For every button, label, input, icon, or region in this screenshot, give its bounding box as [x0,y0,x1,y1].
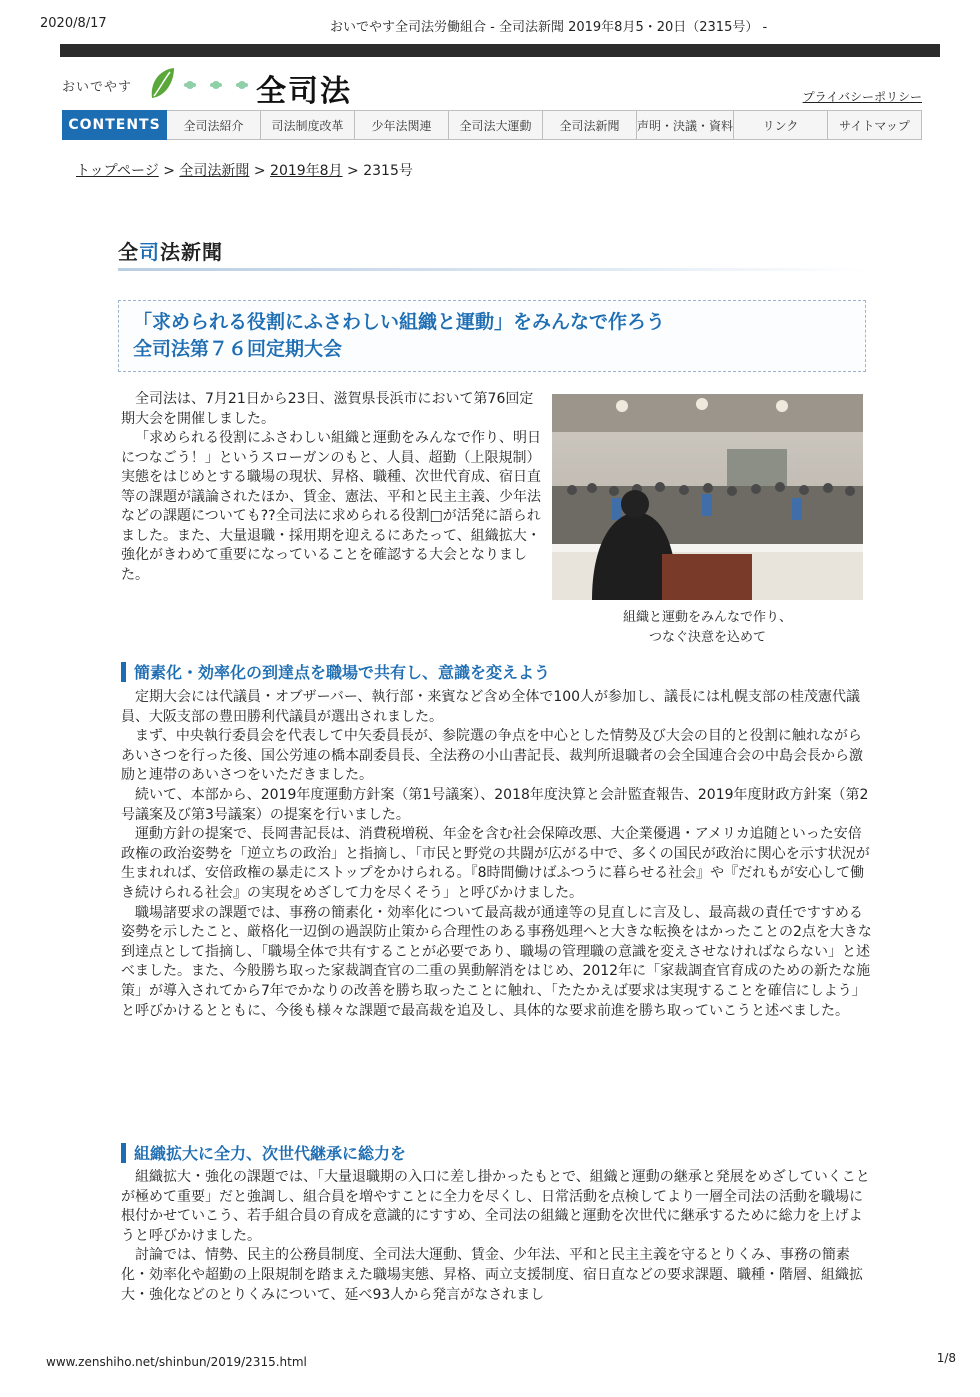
title-divider [118,268,868,271]
print-header [0,16,980,36]
caption-line-1: 組織と運動をみんなで作り、 [622,610,792,625]
nav-item-sitemap[interactable]: サイトマップ [828,110,922,140]
article-headline [133,309,665,363]
body-paragraph: 続いて、本部から、2019年度運動方針案（第1号議案）、2018年度決算と会計監査報告、2019年度財政方針案（第2号議案及び第3号議案）の提案を行いました。 [121,786,869,823]
page-title-accent: 司 [139,240,160,264]
print-date: 2020/8/17 [40,16,107,31]
section-heading-2-text: 組織拡大に全力、次世代継承に総力を [134,1144,407,1163]
main-nav [62,110,922,140]
headline-line-1: 「求められる役割にふさわしい組織と運動」をみんなで作ろう [133,311,666,333]
article-headline-box [118,300,866,372]
body-paragraph: 運動方針の提案で、長岡書記長は、消費税増税、年金を含む社会保障改悪、大企業優遇・アメリカ追随といった安倍政権の政治姿勢を「逆立ちの政治」と指摘し、「市民と野党の共闘が広がる中で、多くの国民が政治に関心を示す状況が生まれれば、安倍政権の暴走にストップをかけられる。『8時間働けばふつうに暮らせる社会』や『だれもが安心して働き続けられる社会』の実現をめざして力を尽くそう」と呼びかけました。 [121,826,870,901]
breadcrumb-separator: > [342,163,364,179]
body-paragraph: 定期大会には代議員・オブザーバー、執行部・来賓など含め全体で100人が参加し、議長には札幌支部の桂茂憲代議員、大阪支部の豊田勝利代議員が選出されました。 [121,689,861,725]
dots-icon [184,79,248,91]
privacy-policy-link[interactable]: プライバシーポリシー [802,90,922,104]
breadcrumb-newspaper[interactable]: 全司法新聞 [179,163,250,179]
intro-paragraph: 全司法は、7月21日から23日、滋賀県長浜市において第76回定期大会を開催しました。 [121,391,534,427]
article-intro [121,390,541,585]
nav-item-links[interactable]: リンク [734,110,828,140]
page-title-first: 全 [118,240,139,264]
nav-item-judicial-reform[interactable]: 司法制度改革 [261,110,355,140]
body-paragraph: 組織拡大・強化の課題では、「大量退職期の入口に差し掛かったもとで、組織と運動の継承と発展をめざしていくことが極めて重要」だと強調し、組合員を増やすことに全力を尽くし、日常活動を点検してより一層全司法の活動を職場に根付かせていこう、若手組合員の育成を意識的にすすめ、全司法の組織と運動を次世代に継承するために総力を上げようと呼びかけました。 [121,1169,870,1244]
body-paragraph: 職場諸要求の課題では、事務の簡素化・効率化について最高裁が通達等の見直しに言及し、最高裁の責任ですすめる姿勢を示したこと、厳格化一辺倒の過誤防止策から合理性のある事務処理へと大きな転換をはかったことの2点を大きな到達点として指摘し、「職場全体で共有することが必要であり、職場の管理職の意識を変えさせなければならない」と述べました。また、今般勝ち取った家裁調査官の二重の異動解消をはじめ、2012年に「家裁調査官育成のための新たな施策」が導入されてから7年でかなりの改善を勝ち取ったことに触れ、「たたかえば要求は実現することを確信にしよう」と呼びかけるとともに、今後も様々な課題で最高裁を追及し、具体的な要求前進を勝ち取っていこうと述べました。 [121,904,872,1019]
print-title: おいでやす全司法労働組合 - 全司法新聞 2019年8月5・20日（2315号） - [330,20,768,35]
breadcrumb-month[interactable]: 2019年8月 [270,163,343,179]
page-title [118,236,223,265]
heading-bar [121,1143,126,1163]
logo-tagline: おいでやす [62,80,133,95]
section-heading-2 [121,1141,406,1164]
nav-item-statements[interactable]: 声明・決議・資料 [637,110,734,140]
breadcrumb-separator: > [158,163,180,179]
intro-paragraph: 「求められる役割にふさわしい組織と運動をみんなで作り、明日につなごう！」というスローガンのもと、人員、超勤（上限規制）実態をはじめとする職場の現状、昇格、職種、次世代育成、宿日直等の課題が議論されたほか、賃金、憲法、平和と民主主義、少年法などの課題についても??全司法に求められる役割□が活発に語られました。また、大量退職・採用期を迎えるにあたって、組織拡大・強化がきわめて重要になっていることを確認する大会となりました。 [121,430,541,583]
section-2-body [121,1168,873,1305]
footer-page-number: 1/8 [936,1351,956,1365]
body-paragraph: まず、中央執行委員会を代表して中矢委員長が、参院選の争点を中心とした情勢及び大会の目的と役割に触れながらあいさつを行った後、国公労連の橋本副委員長、全法務の小山書記長、裁判所退職者の会全国連合会の中島会長から激励と連帯のあいさつをいただきました。 [121,728,863,784]
heading-bar [121,662,126,682]
photo-caption [552,608,863,648]
nav-item-juvenile-law[interactable]: 少年法関連 [355,110,449,140]
section-1-body [121,688,873,1021]
body-paragraph: 討論では、情勢、民主的公務員制度、全司法大運動、賃金、少年法、平和と民主主義を守るとりくみ、事務の簡素化・効率化や超勤の上限規制を踏まえた職場実態、昇格、両立支援制度、宿日直などの要求課題、職種・階層、組織拡大・強化などのとりくみについて、延べ93人から発言がなされまし [121,1247,863,1303]
section-heading-1 [121,660,550,683]
footer-url: www.zenshiho.net/shinbun/2019/2315.html [46,1355,307,1369]
leaf-icon [148,66,176,100]
convention-photo [552,394,863,600]
caption-line-2: つなぐ決意を込めて [648,630,766,645]
page-title-rest: 法新聞 [160,240,223,264]
headline-line-2: 全司法第７６回定期大会 [133,338,343,360]
nav-item-campaign[interactable]: 全司法大運動 [449,110,543,140]
top-bar [60,44,940,57]
breadcrumb-current: 2315号 [363,163,413,179]
nav-item-newspaper[interactable]: 全司法新聞 [543,110,637,140]
breadcrumb-separator: > [249,163,271,179]
breadcrumb-top[interactable]: トップページ [76,163,159,179]
nav-contents-label: CONTENTS [62,110,167,140]
nav-item-about[interactable]: 全司法紹介 [167,110,261,140]
logo-title: 全司法 [256,74,352,109]
breadcrumb [76,160,413,180]
section-heading-1-text: 簡素化・効率化の到達点を職場で共有し、意識を変えよう [134,663,551,682]
